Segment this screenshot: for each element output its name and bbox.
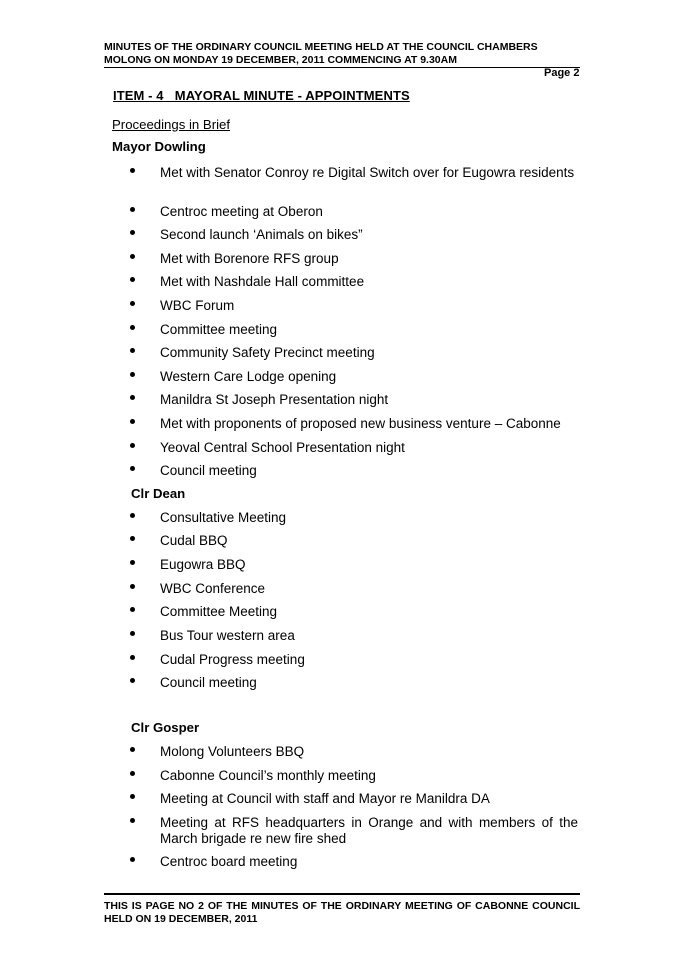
page-header	[104, 41, 580, 67]
bullet-icon	[130, 277, 135, 282]
bullet-icon	[130, 325, 135, 330]
section-heading-clr-dean: Clr Dean	[131, 486, 186, 501]
bullet-icon	[130, 747, 135, 752]
header-rule	[104, 67, 580, 68]
page-number: Page 2	[544, 67, 580, 79]
bullet-icon	[130, 419, 135, 424]
bullet-icon	[130, 771, 135, 776]
bullet-icon	[130, 513, 135, 518]
bullet-icon	[130, 818, 135, 823]
proceedings-heading: Proceedings in Brief	[112, 117, 231, 132]
bullet-icon	[130, 560, 135, 565]
section-heading-mayor-dowling: Mayor Dowling	[112, 139, 206, 154]
bullet-icon	[130, 254, 135, 259]
page-footer: THIS IS PAGE NO 2 OF THE MINUTES OF THE ORDINARY MEETING OF CABONNE COUNCIL HELD ON 19 DECEMBER, 2011	[104, 900, 580, 925]
bullet-icon	[130, 655, 135, 660]
header-line-1: MINUTES OF THE ORDINARY COUNCIL MEETING HELD AT THE COUNCIL CHAMBERS	[104, 41, 538, 53]
header-line-2: MOLONG ON MONDAY 19 DECEMBER, 2011 COMMENCING AT 9.30AM	[104, 54, 457, 66]
bullet-icon	[130, 584, 135, 589]
bullet-icon	[130, 372, 135, 377]
bullet-icon	[130, 207, 135, 212]
bullet-icon	[130, 466, 135, 471]
item-title: ITEM - 4 MAYORAL MINUTE - APPOINTMENTS	[113, 88, 410, 103]
bullet-icon	[130, 230, 135, 235]
bullet-icon	[130, 395, 135, 400]
bullet-icon	[130, 301, 135, 306]
bullet-icon	[130, 443, 135, 448]
bullet-icon	[130, 607, 135, 612]
bullet-icon	[130, 794, 135, 799]
bullet-icon	[130, 631, 135, 636]
bullet-icon	[130, 348, 135, 353]
footer-rule	[104, 893, 580, 895]
bullet-icon	[130, 857, 135, 862]
bullet-icon	[130, 536, 135, 541]
bullet-icon	[130, 168, 135, 173]
section-heading-clr-gosper: Clr Gosper	[131, 720, 200, 735]
bullet-icon	[130, 678, 135, 683]
